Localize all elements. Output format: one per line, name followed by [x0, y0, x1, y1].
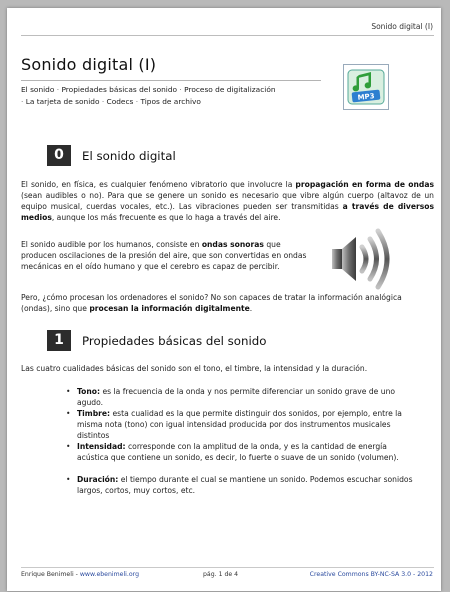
- list-item: • Tono: es la frecuencia de la onda y nos permite diferenciar un sonido grave de uno agudo.: [66, 387, 396, 407]
- website-link[interactable]: www.ebenimeli.org: [79, 571, 140, 578]
- page-number: pág. 1 de 4: [203, 571, 239, 578]
- toc-item: Tipos de archivo: [140, 96, 201, 106]
- footer-author: Enrique Benimeli - www.ebenimeli.org: [21, 571, 140, 578]
- paragraph-sound-definition: El sonido, en física, es cualquier fenómeno vibratorio que involucre la propagación en forma de ondas (sean audibles o no). Para que se genere un sonido es necesario que vibre algún cuerpo (altavoz de un equipo musical, cuerdas vocales, etc.). Las vibraciones pueden ser transmitidas a través de diversos medios, aunque los más frecuente es que lo haga a través del aire.: [21, 180, 434, 222]
- list-item: • Timbre: esta cualidad es la que permite distinguir dos sonidos, por ejemplo, entre la misma nota (tono) con igual intensidad producida por dos instrumentos musicales distintos: [66, 409, 402, 440]
- section-number-0: 0: [47, 145, 71, 166]
- header-rule: [21, 35, 434, 36]
- list-item: • Duración: el tiempo durante el cual se mantiene un sonido. Podemos escuchar sonidos largos, cortos, muy cortos, etc.: [66, 475, 413, 495]
- toc-item: Codecs: [106, 96, 134, 106]
- toc-separator: ·: [56, 85, 60, 94]
- bullet-dot: •: [66, 475, 71, 484]
- toc-item: Proceso de digitalización: [184, 85, 276, 94]
- toc-item: El sonido: [21, 85, 55, 94]
- mp3-file-icon: [343, 64, 389, 110]
- paragraph-computers: Pero, ¿cómo procesan los ordenadores el sonido? No son capaces de tratar la información analógica (ondas), sino que procesan la información digitalmente.: [21, 293, 402, 313]
- paragraph-audible-sound: El sonido audible por los humanos, consiste en ondas sonoras que producen oscilaciones de la presión del aire, que son convertidas en ondas mecánicas en el oído humano y que el cerebro es capaz de percibir.: [21, 240, 307, 271]
- running-header: Sonido digital (I): [371, 22, 433, 31]
- toc-separator: ·: [135, 96, 139, 106]
- toc-separator: ·: [101, 96, 105, 106]
- toc-item: La tarjeta de sonido: [25, 96, 100, 106]
- bullet-dot: •: [66, 442, 71, 451]
- paragraph-qualities-intro: Las cuatro cualidades básicas del sonido son el tono, el timbre, la intensidad y la duración.: [21, 364, 368, 373]
- toc-separator: ·: [21, 96, 24, 106]
- footer-rule: [21, 567, 434, 568]
- toc-item: Propiedades básicas del sonido: [61, 85, 178, 94]
- document-page: [7, 8, 441, 591]
- speaker-volume-icon: [326, 225, 398, 293]
- title-rule: [21, 80, 321, 81]
- properties-list: [66, 386, 419, 496]
- section-number-1: 1: [47, 330, 71, 351]
- bullet-dot: •: [66, 387, 71, 396]
- bullet-dot: •: [66, 409, 71, 418]
- table-of-contents: [21, 84, 339, 107]
- section-title-0: El sonido digital: [82, 149, 176, 163]
- mp3-badge-label: MP3: [357, 92, 375, 102]
- toc-separator: ·: [179, 85, 182, 94]
- page-title: Sonido digital (I): [21, 55, 157, 74]
- license-link[interactable]: Creative Commons BY-NC-SA 3.0 - 2012: [309, 571, 433, 578]
- list-item: • Intensidad: corresponde con la amplitud de la onda, y es la cantidad de energía acústica que contiene un sonido, es decir, lo fuerte o suave de un sonido (volumen).: [66, 442, 399, 462]
- section-title-1: Propiedades básicas del sonido: [82, 334, 267, 348]
